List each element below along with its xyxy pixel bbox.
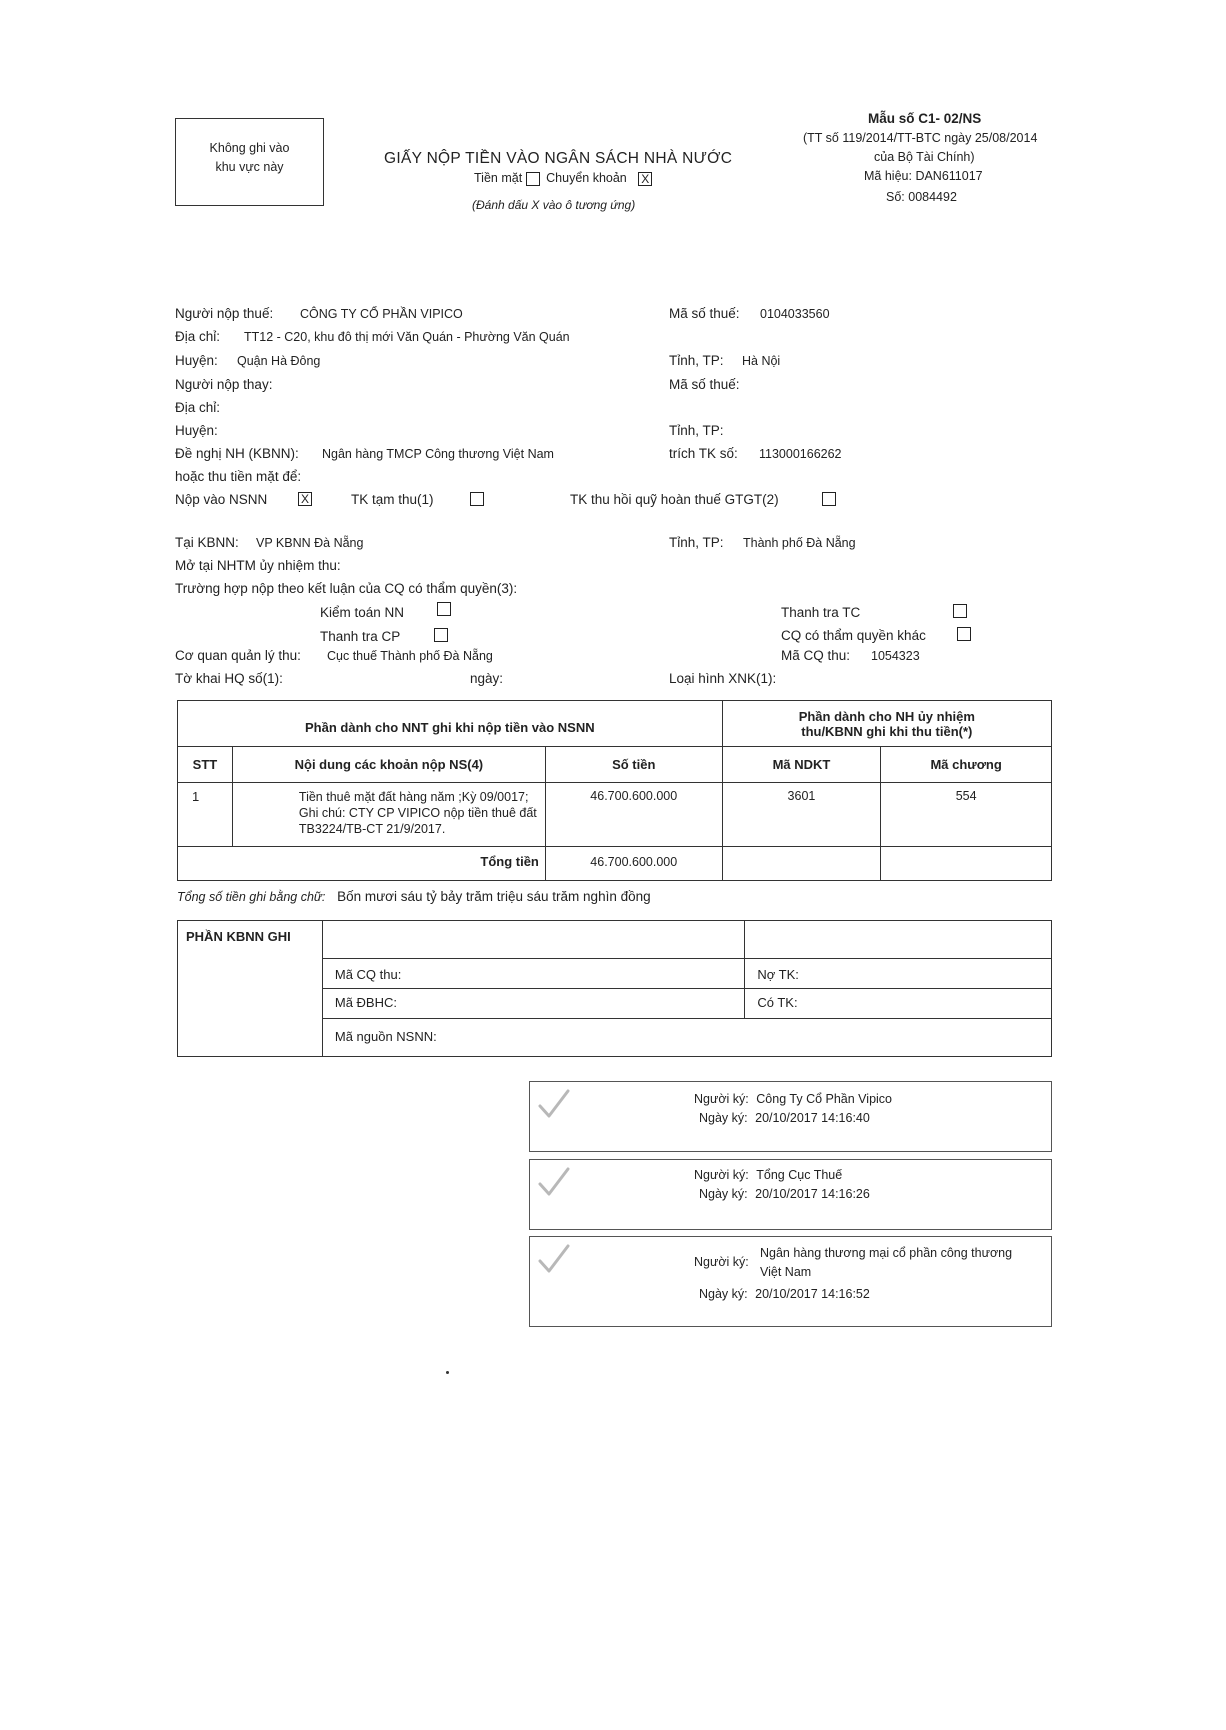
sign-date-row (699, 1111, 870, 1125)
proxy-address-label: Địa chỉ: (175, 400, 221, 415)
signature-box-1 (529, 1081, 1052, 1152)
checkmark-icon (536, 1243, 572, 1277)
district-value: Quận Hà Đông (237, 354, 321, 368)
kbnn-label: Tại KBNN: (175, 535, 239, 550)
payment-table (177, 700, 1052, 881)
kbnn-agency-code: Mã CQ thu: (322, 959, 745, 989)
sign-date-label: Ngày ký: (699, 1287, 748, 1301)
kbnn-section-title: PHẦN KBNN GHI (178, 921, 323, 959)
total-chapter-empty (881, 847, 1052, 881)
reserved-area-box (175, 118, 324, 206)
kbnn-debit: Nợ TK: (745, 959, 1052, 989)
form-code (864, 169, 983, 183)
row-content-line-1: Tiền thuê mặt đất hàng năm ;Kỳ 09/0017; (298, 790, 529, 804)
sign-date-row (699, 1287, 870, 1301)
payment-method (474, 171, 652, 186)
document-number-value: 0084492 (908, 190, 957, 204)
agency-value: Cục thuế Thành phố Đà Nẵng (327, 649, 493, 663)
col-ndkt: Mã NDKT (722, 747, 881, 783)
province-label: Tỉnh, TP: (669, 353, 724, 368)
stray-dot (446, 1371, 449, 1374)
kbnn-header-right (745, 921, 1052, 959)
row-content (232, 783, 545, 847)
xnk-label: Loại hình XNK(1): (669, 671, 777, 686)
kbnn-dbhc: Mã ĐBHC: (322, 989, 745, 1019)
checkmark-icon (536, 1088, 572, 1122)
kbnn-credit: Có TK: (745, 989, 1052, 1019)
cash-collect-label: hoặc thu tiền mặt để: (175, 469, 302, 484)
total-ndkt-empty (722, 847, 881, 881)
row-content-line-2: Ghi chú: CTY CP VIPICO nộp tiền thuê đất (298, 806, 537, 820)
customs-label: Tờ khai HQ số(1): (175, 671, 283, 686)
document-number (886, 190, 957, 204)
kbnn-province-label: Tỉnh, TP: (669, 535, 724, 550)
form-code-value: DAN611017 (915, 169, 983, 183)
row-stt: 1 (178, 783, 233, 847)
vat-refund-label: TK thu hồi quỹ hoàn thuế GTGT(2) (570, 492, 779, 507)
other-authority-checkbox[interactable] (957, 627, 971, 641)
instruction-note: (Đánh dấu X vào ô tương ứng) (472, 198, 636, 212)
sign-date-label: Ngày ký: (699, 1111, 748, 1125)
nhtm-label: Mở tại NHTM ủy nhiệm thu: (175, 558, 341, 573)
section-bank-line-1: Phần dành cho NH ủy nhiệm (798, 708, 975, 724)
conclusion-label: Trường hợp nộp theo kết luận của CQ có thẩm quyền(3): (175, 581, 518, 596)
temp-account-label: TK tạm thu(1) (351, 492, 434, 507)
cash-checkbox[interactable] (526, 172, 540, 186)
transfer-label: Chuyển khoản (546, 171, 627, 185)
inspect-tc-checkbox[interactable] (953, 604, 967, 618)
signer-value-line-2: Việt Nam (760, 1265, 812, 1279)
proxy-payer-label: Người nộp thay: (175, 377, 273, 392)
kbnn-source: Mã nguồn NSNN: (322, 1019, 1051, 1057)
kbnn-table (177, 920, 1052, 1057)
col-amount: Số tiền (545, 747, 722, 783)
vat-refund-checkbox[interactable] (822, 492, 836, 506)
total-label: Tổng tiền (178, 847, 546, 881)
col-stt: STT (178, 747, 233, 783)
form-number: Mẫu số C1- 02/NS (868, 111, 982, 126)
signer-value: Công Ty Cổ Phần Vipico (756, 1092, 893, 1106)
state-audit-checkbox[interactable] (437, 602, 451, 616)
bank-request-label: Đề nghị NH (KBNN): (175, 446, 299, 461)
section-bank (722, 701, 1051, 747)
district-label: Huyện: (175, 353, 218, 368)
nsnn-checkbox[interactable]: X (298, 492, 312, 506)
sign-date-value: 20/10/2017 14:16:26 (755, 1187, 870, 1201)
signer-label: Người ký: (694, 1255, 749, 1269)
signer-label: Người ký: (694, 1092, 749, 1106)
form-code-label: Mã hiệu: (864, 169, 912, 183)
col-content: Nội dung các khoản nộp NS(4) (232, 747, 545, 783)
signer-row (694, 1092, 892, 1106)
state-audit-label: Kiểm toán NN (320, 605, 405, 620)
section-nnt: Phần dành cho NNT ghi khi nộp tiền vào NSNN (178, 701, 723, 747)
signer-row (694, 1168, 842, 1182)
document-number-label: Số: (886, 190, 905, 204)
transfer-checkbox[interactable]: X (638, 172, 652, 186)
sign-date-label: Ngày ký: (699, 1187, 748, 1201)
bank-request-value: Ngân hàng TMCP Công thương Việt Nam (322, 447, 554, 461)
row-chapter: 554 (881, 783, 1052, 847)
reserved-area-line-1: Không ghi vào (209, 141, 290, 155)
other-authority-label: CQ có thẩm quyền khác (781, 628, 926, 643)
kbnn-province-value: Thành phố Đà Nẵng (743, 536, 856, 550)
account-value: 113000166262 (759, 447, 842, 461)
sign-date-row (699, 1187, 870, 1201)
sign-date-value: 20/10/2017 14:16:40 (755, 1111, 870, 1125)
amount-in-words-value: Bốn mươi sáu tỷ bảy trăm triệu sáu trăm nghìn đồng (337, 889, 651, 904)
proxy-district-label: Huyện: (175, 423, 218, 438)
tax-code-value: 0104033560 (760, 307, 830, 321)
section-bank-line-2: thu/KBNN ghi khi thu tiền(*) (801, 723, 973, 739)
amount-in-words (177, 889, 651, 904)
signer-label: Người ký: (694, 1168, 749, 1182)
signer-value: Tổng Cục Thuế (756, 1168, 843, 1182)
row-amount: 46.700.600.000 (545, 783, 722, 847)
circular-ref: (TT số 119/2014/TT-BTC ngày 25/08/2014 (803, 131, 1038, 145)
agency-code-label: Mã CQ thu: (781, 648, 851, 663)
proxy-province-label: Tỉnh, TP: (669, 423, 724, 438)
province-value: Hà Nội (742, 354, 781, 368)
account-label: trích TK số: (669, 446, 738, 461)
taxpayer-label: Người nộp thuế: (175, 306, 274, 321)
row-ndkt: 3601 (722, 783, 881, 847)
inspect-cp-checkbox[interactable] (434, 628, 448, 642)
proxy-tax-code-label: Mã số thuế: (669, 377, 740, 392)
col-chapter: Mã chương (881, 747, 1052, 783)
kbnn-value: VP KBNN Đà Nẵng (256, 536, 364, 550)
inspect-tc-label: Thanh tra TC (781, 605, 861, 620)
taxpayer-value: CÔNG TY CỔ PHẦN VIPICO (300, 307, 463, 321)
signer-value: Ngân hàng thương mại cổ phần công thương (760, 1246, 1013, 1260)
temp-account-checkbox[interactable] (470, 492, 484, 506)
inspect-cp-label: Thanh tra CP (320, 629, 401, 644)
cash-label: Tiền mặt (474, 171, 523, 185)
kbnn-side-cell (178, 959, 323, 1057)
reserved-area-line-2: khu vực này (215, 160, 284, 174)
nsnn-label: Nộp vào NSNN (175, 492, 268, 507)
total-value: 46.700.600.000 (545, 847, 722, 881)
row-content-line-3: TB3224/TB-CT 21/9/2017. (298, 822, 446, 836)
kbnn-header-mid (322, 921, 745, 959)
checkmark-icon (536, 1166, 572, 1200)
table-row (178, 783, 1052, 847)
tax-code-label: Mã số thuế: (669, 306, 740, 321)
customs-date-label: ngày: (470, 671, 504, 686)
sign-date-value: 20/10/2017 14:16:52 (755, 1287, 870, 1301)
agency-code-value: 1054323 (871, 649, 920, 663)
address-label: Địa chỉ: (175, 329, 221, 344)
signature-box-3 (529, 1236, 1052, 1327)
page-title: GIẤY NỘP TIỀN VÀO NGÂN SÁCH NHÀ NƯỚC (384, 150, 733, 167)
address-value: TT12 - C20, khu đô thị mới Văn Quán - Phường Văn Quán (244, 330, 570, 344)
amount-in-words-label: Tổng số tiền ghi bằng chữ: (177, 890, 326, 904)
signature-box-2 (529, 1159, 1052, 1230)
agency-label: Cơ quan quản lý thu: (175, 648, 301, 663)
ministry-ref: của Bộ Tài Chính) (874, 150, 975, 164)
